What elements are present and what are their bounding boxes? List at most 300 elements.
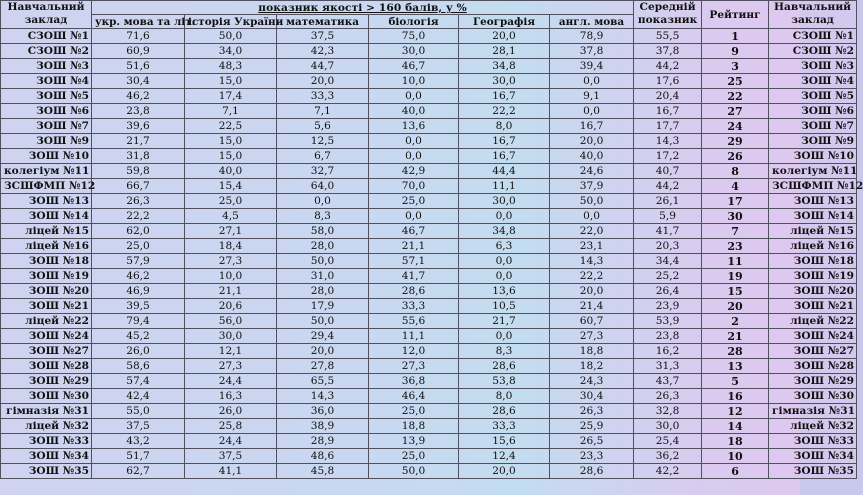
english-value-cell: 18,8 (550, 344, 634, 359)
institution-name-right-cell: ліцей №16 (769, 239, 857, 254)
average-value-cell: 41,7 (634, 224, 702, 239)
institution-name-cell: ЗОШ №10 (1, 149, 92, 164)
ukrainian-value-cell: 46,2 (92, 269, 185, 284)
institution-name-right-cell: СЗОШ №2 (769, 44, 857, 59)
biology-value-cell: 12,0 (369, 344, 459, 359)
table-row (1, 464, 857, 479)
institution-header-right: Навчальний заклад (769, 1, 857, 29)
english-value-cell: 9,1 (550, 89, 634, 104)
rank-value-cell: 16 (702, 389, 769, 404)
rank-value-cell: 7 (702, 224, 769, 239)
average-value-cell: 17,7 (634, 119, 702, 134)
geography-value-cell: 28,1 (459, 44, 550, 59)
geography-value-cell: 15,6 (459, 434, 550, 449)
biology-value-cell: 0,0 (369, 209, 459, 224)
rank-value-cell: 4 (702, 179, 769, 194)
institution-name-cell: ЗОШ №5 (1, 89, 92, 104)
english-value-cell: 23,3 (550, 449, 634, 464)
rank-value-cell: 22 (702, 89, 769, 104)
biology-value-cell: 46,7 (369, 59, 459, 74)
rank-value-cell: 3 (702, 59, 769, 74)
average-value-cell: 20,4 (634, 89, 702, 104)
rank-value-cell: 29 (702, 134, 769, 149)
table-row (1, 119, 857, 134)
english-value-cell: 20,0 (550, 134, 634, 149)
history-value-cell: 24,4 (185, 374, 277, 389)
math-value-cell: 33,3 (277, 89, 369, 104)
ukrainian-value-cell: 51,6 (92, 59, 185, 74)
ukrainian-value-cell: 39,5 (92, 299, 185, 314)
average-value-cell: 43,7 (634, 374, 702, 389)
institution-name-right-cell: ЗОШ №21 (769, 299, 857, 314)
rank-value-cell: 9 (702, 44, 769, 59)
history-value-cell: 27,3 (185, 359, 277, 374)
ukrainian-value-cell: 25,0 (92, 239, 185, 254)
english-value-cell: 40,0 (550, 149, 634, 164)
geography-value-cell: 30,0 (459, 74, 550, 89)
ukrainian-value-cell: 51,7 (92, 449, 185, 464)
geography-value-cell: 28,6 (459, 404, 550, 419)
geography-value-cell: 8,0 (459, 389, 550, 404)
biology-value-cell: 30,0 (369, 44, 459, 59)
institution-name-right-cell: ЗОШ №30 (769, 389, 857, 404)
english-value-cell: 26,5 (550, 434, 634, 449)
rank-value-cell: 23 (702, 239, 769, 254)
table-row (1, 359, 857, 374)
biology-value-cell: 25,0 (369, 449, 459, 464)
english-value-cell: 26,3 (550, 404, 634, 419)
ukrainian-value-cell: 71,6 (92, 29, 185, 44)
rank-value-cell: 19 (702, 269, 769, 284)
math-value-cell: 0,0 (277, 194, 369, 209)
institution-name-cell: гімназія №31 (1, 404, 92, 419)
rank-value-cell: 10 (702, 449, 769, 464)
english-value-cell: 50,0 (550, 194, 634, 209)
history-value-cell: 30,0 (185, 329, 277, 344)
english-value-cell: 37,9 (550, 179, 634, 194)
biology-value-cell: 0,0 (369, 134, 459, 149)
ukrainian-value-cell: 46,9 (92, 284, 185, 299)
rank-header: Рейтинг (702, 1, 769, 29)
biology-value-cell: 10,0 (369, 74, 459, 89)
math-value-cell: 20,0 (277, 344, 369, 359)
math-value-cell: 28,0 (277, 239, 369, 254)
institution-name-cell: ЗОШ №6 (1, 104, 92, 119)
institution-name-right-cell: ЗОШ №5 (769, 89, 857, 104)
average-header: Середній показник (634, 1, 702, 29)
institution-name-right-cell: ЗОШ №19 (769, 269, 857, 284)
math-value-cell: 14,3 (277, 389, 369, 404)
math-value-cell: 7,1 (277, 104, 369, 119)
english-value-cell: 22,2 (550, 269, 634, 284)
geography-value-cell: 28,6 (459, 359, 550, 374)
history-value-cell: 24,4 (185, 434, 277, 449)
average-value-cell: 44,2 (634, 59, 702, 74)
geography-value-cell: 53,8 (459, 374, 550, 389)
rank-value-cell: 6 (702, 464, 769, 479)
average-value-cell: 31,3 (634, 359, 702, 374)
geography-value-cell: 44,4 (459, 164, 550, 179)
biology-value-cell: 21,1 (369, 239, 459, 254)
ukrainian-value-cell: 30,4 (92, 74, 185, 89)
history-value-cell: 12,1 (185, 344, 277, 359)
english-value-cell: 23,1 (550, 239, 634, 254)
rank-value-cell: 21 (702, 329, 769, 344)
rank-value-cell: 27 (702, 104, 769, 119)
biology-value-cell: 13,6 (369, 119, 459, 134)
math-value-cell: 29,4 (277, 329, 369, 344)
biology-value-cell: 42,9 (369, 164, 459, 179)
english-value-cell: 22,0 (550, 224, 634, 239)
math-value-cell: 8,3 (277, 209, 369, 224)
table-row (1, 299, 857, 314)
institution-name-cell: СЗОШ №1 (1, 29, 92, 44)
geography-value-cell: 20,0 (459, 464, 550, 479)
ukrainian-value-cell: 46,2 (92, 89, 185, 104)
math-value-cell: 65,5 (277, 374, 369, 389)
biology-value-cell: 40,0 (369, 104, 459, 119)
rank-value-cell: 24 (702, 119, 769, 134)
rank-value-cell: 17 (702, 194, 769, 209)
english-value-cell: 30,4 (550, 389, 634, 404)
table-row (1, 164, 857, 179)
geography-value-cell: 20,0 (459, 29, 550, 44)
ukrainian-value-cell: 59,8 (92, 164, 185, 179)
ukrainian-value-cell: 66,7 (92, 179, 185, 194)
english-value-cell: 25,9 (550, 419, 634, 434)
ukrainian-value-cell: 55,0 (92, 404, 185, 419)
table-row (1, 314, 857, 329)
table-row (1, 374, 857, 389)
history-value-cell: 48,3 (185, 59, 277, 74)
geography-value-cell: 22,2 (459, 104, 550, 119)
geography-value-cell: 8,3 (459, 344, 550, 359)
history-value-cell: 16,3 (185, 389, 277, 404)
subject-header-geography: Географія (459, 15, 550, 29)
average-value-cell: 26,1 (634, 194, 702, 209)
institution-name-right-cell: гімназія №31 (769, 404, 857, 419)
history-value-cell: 37,5 (185, 449, 277, 464)
history-value-cell: 26,0 (185, 404, 277, 419)
institution-name-cell: ЗОШ №13 (1, 194, 92, 209)
average-value-cell: 42,2 (634, 464, 702, 479)
institution-name-right-cell: ЗОШ №20 (769, 284, 857, 299)
biology-value-cell: 55,6 (369, 314, 459, 329)
institution-name-cell: СЗОШ №2 (1, 44, 92, 59)
institution-name-cell: ЗОШ №18 (1, 254, 92, 269)
ukrainian-value-cell: 60,9 (92, 44, 185, 59)
ukrainian-value-cell: 31,8 (92, 149, 185, 164)
math-value-cell: 42,3 (277, 44, 369, 59)
math-value-cell: 6,7 (277, 149, 369, 164)
ukrainian-value-cell: 21,7 (92, 134, 185, 149)
institution-name-cell: ліцей №32 (1, 419, 92, 434)
rank-value-cell: 15 (702, 284, 769, 299)
biology-value-cell: 28,6 (369, 284, 459, 299)
math-value-cell: 36,0 (277, 404, 369, 419)
geography-value-cell: 34,8 (459, 224, 550, 239)
rank-value-cell: 11 (702, 254, 769, 269)
math-value-cell: 5,6 (277, 119, 369, 134)
table-row (1, 44, 857, 59)
table-row (1, 224, 857, 239)
rank-value-cell: 1 (702, 29, 769, 44)
institution-name-right-cell: ЗОШ №34 (769, 449, 857, 464)
geography-value-cell: 21,7 (459, 314, 550, 329)
institution-name-cell: ЗОШ №29 (1, 374, 92, 389)
ukrainian-value-cell: 62,0 (92, 224, 185, 239)
math-value-cell: 50,0 (277, 254, 369, 269)
history-value-cell: 18,4 (185, 239, 277, 254)
rank-value-cell: 8 (702, 164, 769, 179)
table-row (1, 239, 857, 254)
english-value-cell: 0,0 (550, 209, 634, 224)
institution-name-right-cell: колегіум №11 (769, 164, 857, 179)
institution-header: Навчальний заклад (1, 1, 92, 29)
math-value-cell: 50,0 (277, 314, 369, 329)
biology-value-cell: 25,0 (369, 404, 459, 419)
history-value-cell: 41,1 (185, 464, 277, 479)
math-value-cell: 37,5 (277, 29, 369, 44)
ukrainian-value-cell: 62,7 (92, 464, 185, 479)
math-value-cell: 48,6 (277, 449, 369, 464)
history-value-cell: 56,0 (185, 314, 277, 329)
average-value-cell: 40,7 (634, 164, 702, 179)
history-value-cell: 15,0 (185, 149, 277, 164)
average-value-cell: 5,9 (634, 209, 702, 224)
institution-name-cell: ЗОШ №27 (1, 344, 92, 359)
rank-value-cell: 14 (702, 419, 769, 434)
rank-value-cell: 12 (702, 404, 769, 419)
table-row (1, 254, 857, 269)
institution-name-cell: ЗОШ №19 (1, 269, 92, 284)
table-row (1, 29, 857, 44)
table-row (1, 434, 857, 449)
biology-value-cell: 36,8 (369, 374, 459, 389)
table-title: показник якості > 160 балів, у % (92, 1, 634, 15)
english-value-cell: 37,8 (550, 44, 634, 59)
math-value-cell: 32,7 (277, 164, 369, 179)
table-row (1, 149, 857, 164)
institution-name-cell: ЗОШ №34 (1, 449, 92, 464)
institution-name-cell: ліцей №15 (1, 224, 92, 239)
table-row (1, 404, 857, 419)
rank-value-cell: 13 (702, 359, 769, 374)
rank-value-cell: 28 (702, 344, 769, 359)
rank-value-cell: 30 (702, 209, 769, 224)
english-value-cell: 0,0 (550, 104, 634, 119)
geography-value-cell: 16,7 (459, 89, 550, 104)
english-value-cell: 27,3 (550, 329, 634, 344)
ukrainian-value-cell: 58,6 (92, 359, 185, 374)
table-row (1, 329, 857, 344)
history-value-cell: 10,0 (185, 269, 277, 284)
institution-name-right-cell: СЗОШ №1 (769, 29, 857, 44)
rank-value-cell: 5 (702, 374, 769, 389)
biology-value-cell: 27,3 (369, 359, 459, 374)
geography-value-cell: 16,7 (459, 149, 550, 164)
average-value-cell: 26,4 (634, 284, 702, 299)
geography-value-cell: 10,5 (459, 299, 550, 314)
table-row (1, 209, 857, 224)
ukrainian-value-cell: 57,4 (92, 374, 185, 389)
math-value-cell: 38,9 (277, 419, 369, 434)
average-value-cell: 20,3 (634, 239, 702, 254)
history-value-cell: 25,0 (185, 194, 277, 209)
biology-value-cell: 70,0 (369, 179, 459, 194)
institution-name-right-cell: ЗОШ №28 (769, 359, 857, 374)
institution-name-right-cell: ліцей №22 (769, 314, 857, 329)
english-value-cell: 24,3 (550, 374, 634, 389)
subject-header-math: математика (277, 15, 369, 29)
table-row (1, 449, 857, 464)
biology-value-cell: 11,1 (369, 329, 459, 344)
biology-value-cell: 0,0 (369, 89, 459, 104)
institution-name-cell: колегіум №11 (1, 164, 92, 179)
average-value-cell: 14,3 (634, 134, 702, 149)
average-value-cell: 23,9 (634, 299, 702, 314)
table-row (1, 284, 857, 299)
math-value-cell: 12,5 (277, 134, 369, 149)
history-value-cell: 25,8 (185, 419, 277, 434)
history-value-cell: 27,1 (185, 224, 277, 239)
institution-name-right-cell: ЗОШ №10 (769, 149, 857, 164)
math-value-cell: 28,0 (277, 284, 369, 299)
table-row (1, 344, 857, 359)
ukrainian-value-cell: 42,4 (92, 389, 185, 404)
ukrainian-value-cell: 23,8 (92, 104, 185, 119)
average-value-cell: 44,2 (634, 179, 702, 194)
math-value-cell: 58,0 (277, 224, 369, 239)
biology-value-cell: 13,9 (369, 434, 459, 449)
institution-name-right-cell: ЗОШ №14 (769, 209, 857, 224)
institution-name-cell: ЗОШ №9 (1, 134, 92, 149)
math-value-cell: 17,9 (277, 299, 369, 314)
subject-header-biology: біологія (369, 15, 459, 29)
biology-value-cell: 46,4 (369, 389, 459, 404)
ukrainian-value-cell: 57,9 (92, 254, 185, 269)
table-row (1, 89, 857, 104)
table-row (1, 74, 857, 89)
average-value-cell: 55,5 (634, 29, 702, 44)
geography-value-cell: 13,6 (459, 284, 550, 299)
institution-name-cell: ЗОШ №20 (1, 284, 92, 299)
institution-name-right-cell: ЗОШ №7 (769, 119, 857, 134)
ukrainian-value-cell: 79,4 (92, 314, 185, 329)
rank-value-cell: 26 (702, 149, 769, 164)
institution-name-cell: ліцей №22 (1, 314, 92, 329)
history-value-cell: 15,0 (185, 134, 277, 149)
institution-name-cell: ЗОШ №35 (1, 464, 92, 479)
average-value-cell: 37,8 (634, 44, 702, 59)
biology-value-cell: 33,3 (369, 299, 459, 314)
table-row (1, 179, 857, 194)
ukrainian-value-cell: 43,2 (92, 434, 185, 449)
institution-name-right-cell: ЗОШ №27 (769, 344, 857, 359)
institution-name-right-cell: ЗОШ №9 (769, 134, 857, 149)
table-row (1, 194, 857, 209)
institution-name-cell: ЗОШ №7 (1, 119, 92, 134)
average-value-cell: 23,8 (634, 329, 702, 344)
institution-name-cell: ліцей №16 (1, 239, 92, 254)
biology-value-cell: 18,8 (369, 419, 459, 434)
biology-value-cell: 41,7 (369, 269, 459, 284)
average-value-cell: 25,2 (634, 269, 702, 284)
ukrainian-value-cell: 39,6 (92, 119, 185, 134)
table-row (1, 134, 857, 149)
institution-name-cell: ЗОШ №21 (1, 299, 92, 314)
institution-name-right-cell: ЗОШ №35 (769, 464, 857, 479)
history-value-cell: 17,4 (185, 89, 277, 104)
institution-name-right-cell: ЗОШ №6 (769, 104, 857, 119)
average-value-cell: 17,6 (634, 74, 702, 89)
math-value-cell: 44,7 (277, 59, 369, 74)
history-value-cell: 4,5 (185, 209, 277, 224)
average-value-cell: 36,2 (634, 449, 702, 464)
institution-name-right-cell: ЗОШ №3 (769, 59, 857, 74)
rank-value-cell: 25 (702, 74, 769, 89)
math-value-cell: 31,0 (277, 269, 369, 284)
math-value-cell: 27,8 (277, 359, 369, 374)
institution-name-right-cell: ЗОШ №4 (769, 74, 857, 89)
institution-name-right-cell: ЗОШ №18 (769, 254, 857, 269)
institution-name-right-cell: ЗСШФМП №12 (769, 179, 857, 194)
biology-value-cell: 75,0 (369, 29, 459, 44)
table-row (1, 59, 857, 74)
english-value-cell: 20,0 (550, 284, 634, 299)
ukrainian-value-cell: 22,2 (92, 209, 185, 224)
average-value-cell: 30,0 (634, 419, 702, 434)
header-row-top (1, 1, 857, 15)
english-value-cell: 16,7 (550, 119, 634, 134)
institution-name-cell: ЗОШ №14 (1, 209, 92, 224)
history-value-cell: 20,6 (185, 299, 277, 314)
geography-value-cell: 30,0 (459, 194, 550, 209)
average-value-cell: 16,2 (634, 344, 702, 359)
biology-value-cell: 46,7 (369, 224, 459, 239)
history-value-cell: 22,5 (185, 119, 277, 134)
institution-name-right-cell: ЗОШ №24 (769, 329, 857, 344)
average-value-cell: 26,3 (634, 389, 702, 404)
geography-value-cell: 0,0 (459, 329, 550, 344)
geography-value-cell: 16,7 (459, 134, 550, 149)
institution-name-cell: ЗОШ №3 (1, 59, 92, 74)
biology-value-cell: 0,0 (369, 149, 459, 164)
rank-value-cell: 18 (702, 434, 769, 449)
geography-value-cell: 33,3 (459, 419, 550, 434)
table-row (1, 104, 857, 119)
biology-value-cell: 25,0 (369, 194, 459, 209)
geography-value-cell: 12,4 (459, 449, 550, 464)
history-value-cell: 34,0 (185, 44, 277, 59)
average-value-cell: 53,9 (634, 314, 702, 329)
institution-name-cell: ЗОШ №24 (1, 329, 92, 344)
institution-name-cell: ЗОШ №4 (1, 74, 92, 89)
english-value-cell: 0,0 (550, 74, 634, 89)
rank-value-cell: 2 (702, 314, 769, 329)
math-value-cell: 28,9 (277, 434, 369, 449)
history-value-cell: 15,0 (185, 74, 277, 89)
history-value-cell: 7,1 (185, 104, 277, 119)
math-value-cell: 45,8 (277, 464, 369, 479)
average-value-cell: 34,4 (634, 254, 702, 269)
english-value-cell: 28,6 (550, 464, 634, 479)
ukrainian-value-cell: 37,5 (92, 419, 185, 434)
institution-name-cell: ЗОШ №33 (1, 434, 92, 449)
institution-name-cell: ЗОШ №30 (1, 389, 92, 404)
geography-value-cell: 6,3 (459, 239, 550, 254)
ukrainian-value-cell: 45,2 (92, 329, 185, 344)
